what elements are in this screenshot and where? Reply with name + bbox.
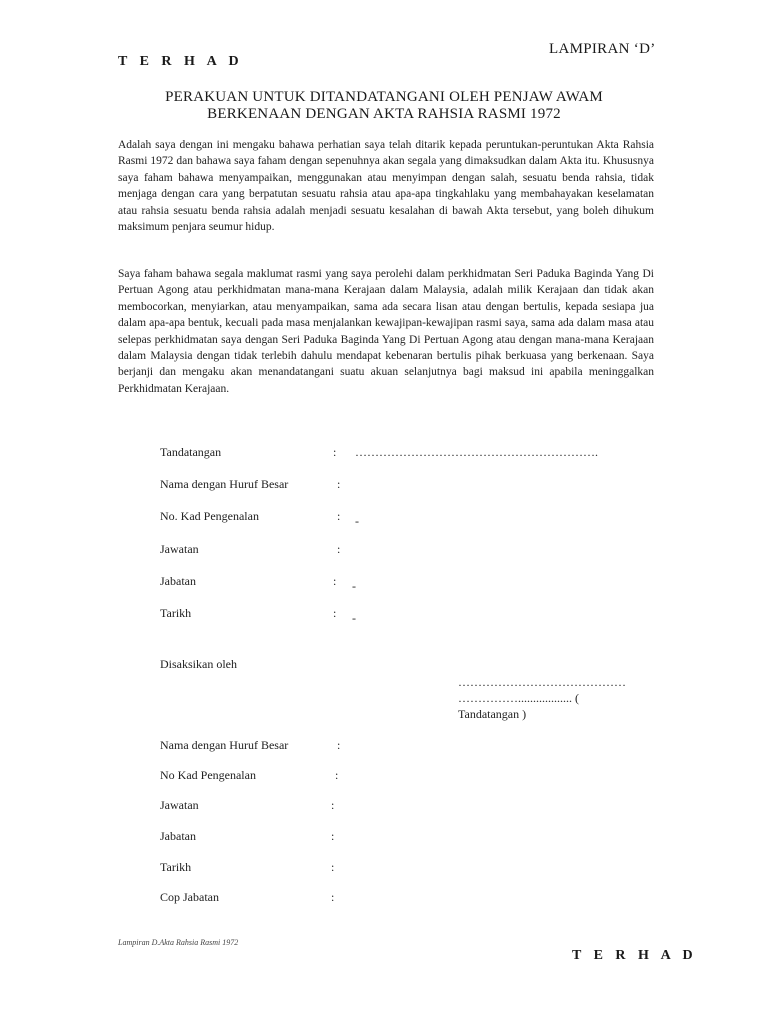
- witness-colon-tarikh: :: [331, 860, 335, 874]
- witness-signature-line1[interactable]: ……………………………………: [458, 675, 626, 689]
- label-nama: Nama dengan Huruf Besar: [160, 477, 289, 491]
- witness-colon-nama: :: [337, 738, 341, 752]
- witness-label-cop: Cop Jabatan: [160, 890, 219, 904]
- witness-signature-line2: …………….................. (: [458, 691, 579, 705]
- terhad-footer: T E R H A D: [572, 948, 698, 963]
- footer-note: Lampiran D.Akta Rahsia Rasmi 1972: [118, 938, 239, 947]
- colon-jabatan: :: [333, 574, 337, 588]
- colon-jawatan: :: [337, 542, 341, 556]
- witness-label-jabatan: Jabatan: [160, 829, 196, 843]
- colon-kad: :: [337, 509, 341, 523]
- witness-signature-label: Tandatangan ): [458, 707, 527, 721]
- colon-nama: :: [337, 477, 341, 491]
- document-title-line2: BERKENAAN DENGAN AKTA RAHSIA RASMI 1972: [207, 106, 561, 122]
- witness-colon-kad: :: [335, 768, 339, 782]
- witness-label-kad: No Kad Pengenalan: [160, 768, 256, 782]
- dash-tarikh: -: [352, 611, 356, 625]
- witness-label-tarikh: Tarikh: [160, 860, 192, 874]
- label-tandatangan: Tandatangan: [160, 445, 222, 459]
- witness-colon-jawatan: :: [331, 798, 335, 812]
- witness-colon-jabatan: :: [331, 829, 335, 843]
- terhad-header: T E R H A D: [118, 54, 244, 69]
- label-jabatan: Jabatan: [160, 574, 196, 588]
- witness-label-nama: Nama dengan Huruf Besar: [160, 738, 289, 752]
- colon-tandatangan: :: [333, 445, 337, 459]
- document-title-line1: PERAKUAN UNTUK DITANDATANGANI OLEH PENJAW AWAM: [165, 89, 603, 105]
- paragraph-1: Adalah saya dengan ini mengaku bahawa perhatian saya telah ditarik kepada peruntukan-peruntukan Akta Rahsia Rasmi 1972 dan bahawa saya faham dengan sepenuhnya akan segala yang dimaksudkan dalam Akta itu. Khususnya saya faham bahawa menyampaikan, menggunakan atau menyimpan dengan salah, sesuatu benda rahsia, tidak menjaga dengan cara yang berpatutan sesuatu rahsia atau apa-apa tingkahlaku yang membahayakan keselamatan atau rahsia sesuatu benda rahsia adalah menjadi sesuatu kesalahan di bawah Akta tersebut, yang boleh dihukum maksimum penjara seumur hidup.: [118, 139, 654, 234]
- dash-kad: -: [355, 514, 359, 528]
- label-kad-pengenalan: No. Kad Pengenalan: [160, 509, 259, 523]
- label-tarikh: Tarikh: [160, 606, 192, 620]
- witness-colon-cop: :: [331, 890, 335, 904]
- label-jawatan: Jawatan: [160, 542, 199, 556]
- label-disaksikan: Disaksikan oleh: [160, 657, 237, 671]
- paragraph-2: Saya faham bahawa segala maklumat rasmi yang saya perolehi dalam perkhidmatan Seri Paduka Baginda Yang Di Pertuan Agong atau perkhidmatan mana-mana Kerajaan dalam Malaysia, adalah milik Kerajaan dan tidak akan membocorkan, menyiarkan, atau menyampaikan, sama ada secara lisan atau dengan bertulis, kepada sesiapa jua dalam apa-apa bentuk, kecuali pada masa menjalankan kewajipan-kewajipan rasmi saya, sama ada dalam masa atau selepas perkhidmatan saya dengan Seri Paduka Baginda Yang Di Pertuan Agong atau dengan mana-mana Kerajaan dalam Malaysia dengan tidak terlebih dahulu mendapat kebenaran bertulis pihak berkuasa yang berkenaan. Saya berjanji dan mengaku akan menandatangani suatu akuan selanjutnya bagi maksud ini apabila meninggalkan Perkhidmatan Kerajaan.: [118, 268, 654, 395]
- dash-jabatan: -: [352, 579, 356, 593]
- witness-label-jawatan: Jawatan: [160, 798, 199, 812]
- lampiran-label: LAMPIRAN ‘D’: [549, 41, 656, 57]
- colon-tarikh: :: [333, 606, 337, 620]
- signature-line[interactable]: …………………………………………………….: [355, 445, 598, 459]
